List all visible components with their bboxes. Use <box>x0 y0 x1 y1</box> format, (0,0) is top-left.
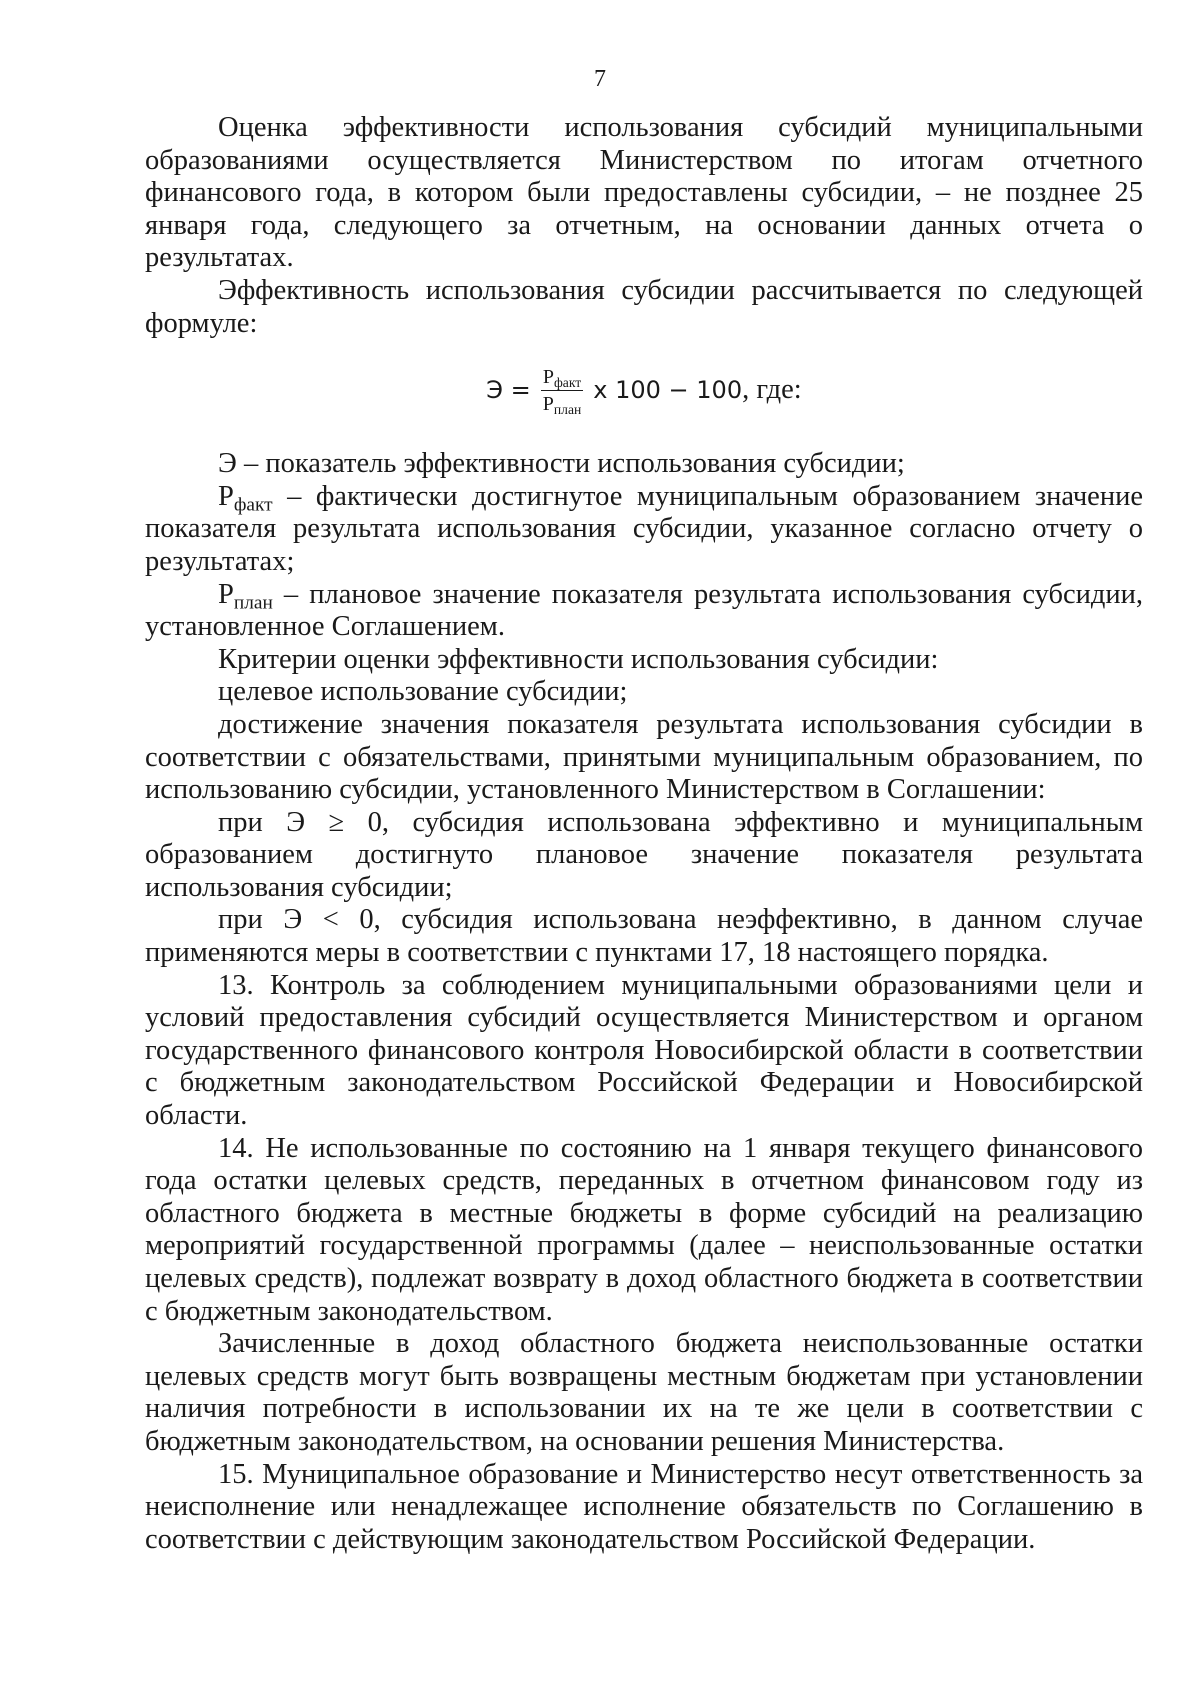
criterion-target-use: целевое использование субсидии; <box>218 676 628 708</box>
paragraph-15: 15. Муниципальное образование и Министерство несут ответственность за неисполнение или ненадлежащее исполнение обязательств по Соглашению в соответствии с действующим законодательством Российской Федерации. <box>145 1458 1143 1555</box>
paragraph-14: 14. Не использованные по состоянию на 1 января текущего финансового года остатки целевых средств, переданных в отчетном финансовом году из областного бюджета в местные бюджеты в форме субсидий на реализацию мероприятий государственной программы (далее – неиспользованные остатки целевых средств), подлежат возврату в доход областного бюджета в соответствии с бюджетным законодательством. <box>145 1132 1143 1327</box>
definition-fact: $Р_{факт}$ – фактически достигнутое муниципальным образованием значение показателя результата использования субсидии, указанное согласно отчету о результатах; <box>145 480 1143 577</box>
page-number: 7 <box>594 66 606 92</box>
condition-effective: при Э ≥ 0, субсидия использована эффективно и муниципальным образованием достигнуто плановое значение показателя результата использования субсидии; <box>145 806 1143 903</box>
formula-rhs: х 100 − 100 <box>593 375 743 404</box>
paragraph-formula-intro: Эффективность использования субсидии рассчитывается по следующей формуле: <box>145 274 1143 339</box>
criteria-heading: Критерии оценки эффективности использования субсидии: <box>218 643 939 675</box>
formula-fraction <box>541 364 584 417</box>
formula-lhs: Э = <box>486 375 531 404</box>
paragraph-13: 13. Контроль за соблюдением муниципальными образованиями цели и условий предоставления субсидий осуществляется Министерством и органом государственного финансового контроля Новосибирской области в соответствии с бюджетным законодательством Российской Федерации и Новосибирской области. <box>145 969 1143 1132</box>
formula-tail: , где: <box>742 373 802 405</box>
formula-denominator: $Р_{план}$ <box>542 392 582 417</box>
criterion-achievement: достижение значения показателя результата использования субсидии в соответствии с обязательствами, принятыми муниципальным образованием, по использованию субсидии, установленного Министерством в Соглашении: <box>145 708 1143 806</box>
document-body <box>145 112 1143 1556</box>
definition-e: Э – показатель эффективности использования субсидии; <box>218 448 905 480</box>
formula-numerator: $Р_{факт}$ <box>542 365 582 390</box>
condition-ineffective: при Э < 0, субсидия использована неэффективно, в данном случае применяются меры в соответствии с пунктами 17, 18 настоящего порядка. <box>145 904 1144 969</box>
paragraph-14-continued: Зачисленные в доход областного бюджета неиспользованные остатки целевых средств могут быть возвращены местным бюджетам при установлении наличия потребности в использовании их на те же цели в соответствии с бюджетным законодательством, на основании решения Министерства. <box>145 1328 1143 1457</box>
paragraph-evaluation: Оценка эффективности использования субсидий муниципальными образованиями осуществляется Министерством по итогам отчетного финансового года, в котором были предоставлены субсидии, – не позднее 25 января года, следующего за отчетным, на основании данных отчета о результатах. <box>145 112 1143 274</box>
efficiency-formula <box>145 350 1143 430</box>
definition-plan: $Р_{план}$ – плановое значение показателя результата использования субсидии, установленное Соглашением. <box>145 578 1143 643</box>
